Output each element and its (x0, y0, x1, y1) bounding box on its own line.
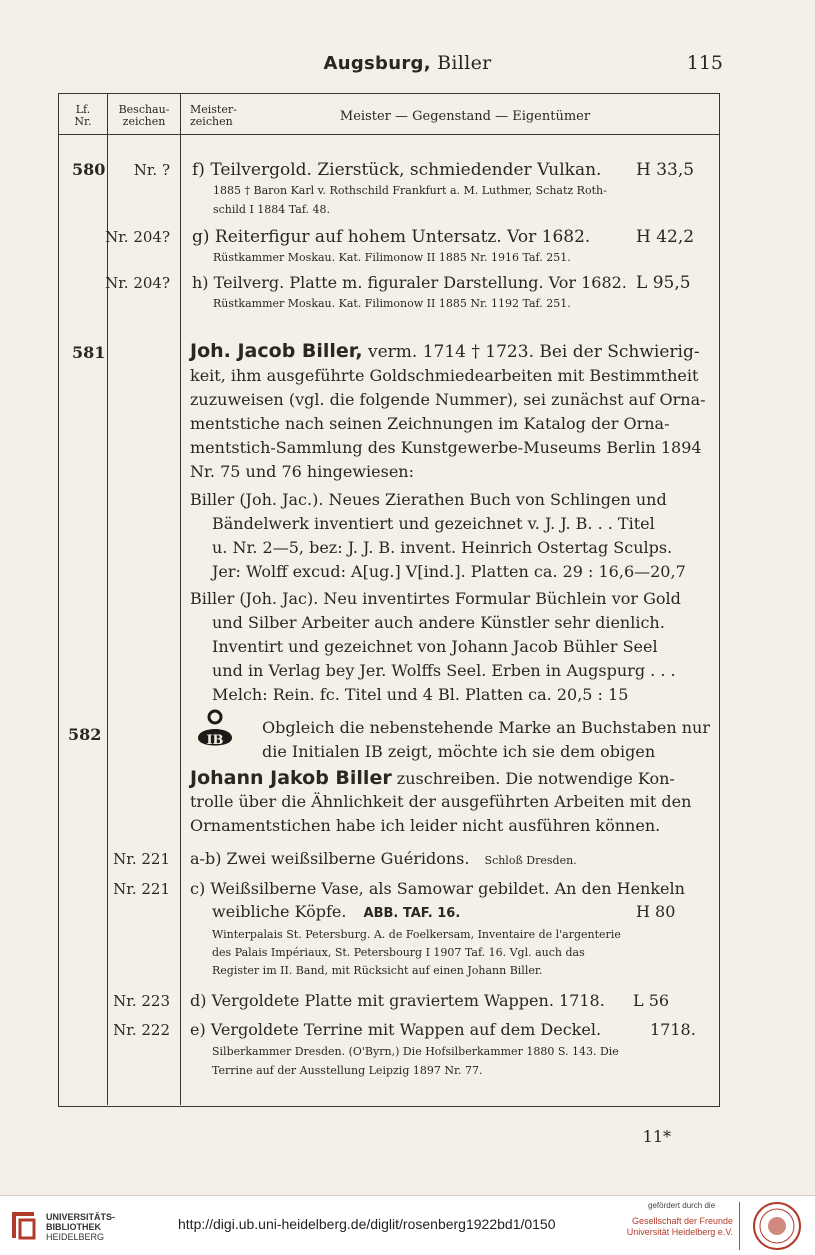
entry-582e-measure: 1718. (650, 1020, 696, 1039)
column-divider-2 (180, 93, 181, 1105)
library-name-line-2: BIBLIOTHEK (46, 1222, 101, 1232)
header-rule (58, 134, 720, 135)
entry-582c-abb: ABB. TAF. 16. (363, 906, 461, 921)
entry-581-ref1-line-1: Biller (Joh. Jac.). Neues Zierathen Buch von Schlingen und (190, 490, 667, 509)
beschau-580f: Nr. ? (133, 161, 170, 179)
sponsor-line-1: Gesellschaft der Freunde (631, 1216, 733, 1226)
sponsor-line-2: Universität Heidelberg e.V. (626, 1227, 733, 1237)
entry-582c-note-2: des Palais Impériaux, St. Petersbourg I 1907 Taf. 16. Vgl. auch das (212, 946, 585, 959)
col-header-lf-2: Nr. (74, 115, 92, 128)
entry-581-name: Joh. Jacob Biller, (190, 340, 363, 362)
running-head (0, 48, 815, 78)
permalink-url[interactable]: http://digi.ub.uni-heidelberg.de/diglit/rosenberg1922bd1/0150 (178, 1216, 556, 1232)
entry-582c-note-3: Register im II. Band, mit Rücksicht auf einen Johann Biller. (212, 964, 543, 977)
beschau-582d: Nr. 223 (113, 992, 170, 1010)
university-library-logo-icon[interactable] (8, 1208, 38, 1242)
entry-581-line-4: mentstich-Sammlung des Kunstgewerbe-Museums Berlin 1894 (190, 438, 702, 457)
entry-582-line-2: Ornamentstichen habe ich leider nicht ausführen können. (190, 816, 661, 835)
sponsor-name[interactable] (615, 1216, 733, 1238)
beschau-580g: Nr. 204? (105, 228, 170, 246)
running-name: Biller (437, 52, 492, 74)
entry-582-name: Johann Jakob Biller (190, 767, 392, 789)
entry-582d-measure: L 56 (633, 991, 670, 1010)
university-seal-icon[interactable] (752, 1201, 802, 1251)
entry-581-intro (190, 340, 700, 362)
entry-number-580: 580 (72, 160, 106, 179)
library-name-line-3: HEIDELBERG (46, 1232, 105, 1242)
col-header-meister-1: Meister- (190, 103, 237, 116)
entry-582e-note-2: Terrine auf der Ausstellung Leipzig 1897 Nr. 77. (212, 1064, 483, 1077)
entry-582ab-title (190, 849, 577, 868)
entry-582ab-title-text: a-b) Zwei weißsilberne Guéridons. (190, 849, 470, 868)
entry-582-name-rest: zuschreiben. Die notwendige Kon- (391, 769, 675, 788)
beschau-580h: Nr. 204? (105, 274, 170, 292)
beschau-582ab: Nr. 221 (113, 850, 170, 868)
col-header-meister-2: zeichen (190, 115, 233, 128)
col-header-beschau-2: zeichen (122, 115, 166, 128)
entry-580f-measure: H 33,5 (636, 160, 695, 180)
entry-number-582: 582 (68, 725, 102, 744)
sponsor-divider (739, 1202, 740, 1250)
entry-581-ref2-line-3: Inventirt und gezeichnet von Johann Jacob Bühler Seel (212, 637, 658, 656)
beschau-582e: Nr. 222 (113, 1021, 170, 1039)
entry-581-line-3: mentstiche nach seinen Zeichnungen im Katalog der Orna- (190, 414, 670, 433)
entry-581-line-5: Nr. 75 und 76 hingewiesen: (190, 462, 414, 481)
entry-581-line-1: keit, ihm ausgeführte Goldschmiedearbeiten mit Bestimmtheit (190, 366, 699, 385)
entry-581-ref2-line-2: und Silber Arbeiter auch andere Künstler sehr dienlich. (212, 613, 665, 632)
entry-581-line-2: zuzuweisen (vgl. die folgende Nummer), sei zunächst auf Orna- (190, 390, 706, 409)
entry-580f-title: f) Teilvergold. Zierstück, schmiedender Vulkan. (192, 160, 602, 180)
col-header-beschau-1: Beschau- (118, 103, 170, 116)
master-mark-ib-icon (196, 708, 234, 752)
entry-580g-measure: H 42,2 (636, 227, 695, 247)
entry-581-ref2-line-4: und in Verlag bey Jer. Wolffs Seel. Erben in Augspurg . . . (212, 661, 676, 680)
sponsor-label: gefördert durch die (648, 1201, 716, 1210)
library-name[interactable] (46, 1212, 115, 1242)
col-header-lf (62, 104, 104, 128)
col-header-beschau (110, 104, 178, 128)
col-header-main: Meister — Gegenstand — Eigentümer (339, 109, 591, 124)
entry-580f-note-2: schild I 1884 Taf. 48. (213, 203, 331, 216)
entry-581-ref1-line-3: u. Nr. 2—5, bez: J. J. B. invent. Heinrich Ostertag Sculps. (212, 538, 673, 557)
entry-582e-title: e) Vergoldete Terrine mit Wappen auf dem Deckel. (190, 1020, 602, 1039)
digitization-bar (0, 1195, 815, 1255)
entry-581-ref2-line-5: Melch: Rein. fc. Titel und 4 Bl. Platten ca. 20,5 : 15 (212, 685, 629, 704)
entry-581-ref2-line-1: Biller (Joh. Jac). Neu inventirtes Formular Büchlein vor Gold (190, 589, 681, 608)
entry-582c-title-2 (212, 902, 460, 921)
page-number: 115 (686, 52, 723, 74)
entry-580g-note-1: Rüstkammer Moskau. Kat. Filimonow II 1885 Nr. 1916 Taf. 251. (213, 251, 571, 264)
library-name-line-1: UNIVERSITÄTS- (46, 1212, 116, 1222)
entry-582c-title-2-text: weibliche Köpfe. (212, 902, 347, 921)
entry-580g-title: g) Reiterfigur auf hohem Untersatz. Vor 1682. (192, 227, 591, 247)
signature-mark: 11* (642, 1127, 671, 1146)
entry-582c-note-1: Winterpalais St. Petersburg. A. de Foelkersam, Inventaire de l'argenterie (212, 928, 621, 941)
entry-582c-title: c) Weißsilberne Vase, als Samowar gebildet. An den Henkeln (190, 879, 685, 898)
master-mark-letters: IB (206, 733, 224, 748)
entry-582ab-note: Schloß Dresden. (484, 854, 577, 867)
entry-582e-note-1: Silberkammer Dresden. (O'Byrn,) Die Hofsilberkammer 1880 S. 143. Die (212, 1045, 619, 1058)
entry-582-intro-1: Obgleich die nebenstehende Marke an Buchstaben nur (262, 718, 710, 737)
entry-582-line-1: trolle über die Ähnlichkeit der ausgeführten Arbeiten mit den (190, 792, 692, 811)
entry-580f-note-1: 1885 † Baron Karl v. Rothschild Frankfurt a. M. Luthmer, Schatz Roth- (213, 184, 607, 197)
entry-581-ref1-line-4: Jer: Wolff excud: A[ug.] V[ind.]. Platten ca. 29 : 16,6—20,7 (212, 562, 686, 581)
entry-580h-title: h) Teilverg. Platte m. figuraler Darstellung. Vor 1682. (192, 273, 627, 292)
entry-582c-measure: H 80 (636, 902, 676, 921)
col-header-meister (190, 104, 250, 128)
entry-number-581: 581 (72, 343, 106, 362)
running-city: Augsburg, (323, 53, 431, 74)
beschau-582c: Nr. 221 (113, 880, 170, 898)
entry-582-name-line (190, 767, 675, 789)
entry-580h-measure: L 95,5 (636, 273, 691, 293)
col-header-lf-1: Lf. (75, 103, 91, 116)
entry-582d-title: d) Vergoldete Platte mit graviertem Wappen. 1718. (190, 991, 605, 1010)
entry-580h-note-1: Rüstkammer Moskau. Kat. Filimonow II 1885 Nr. 1192 Taf. 251. (213, 297, 571, 310)
entry-582-intro-2: die Initialen IB zeigt, möchte ich sie dem obigen (262, 742, 656, 761)
entry-581-intro-rest: verm. 1714 † 1723. Bei der Schwierig- (362, 342, 700, 362)
entry-581-ref1-line-2: Bändelwerk inventiert und gezeichnet v. J. J. B. . . Titel (212, 514, 655, 533)
